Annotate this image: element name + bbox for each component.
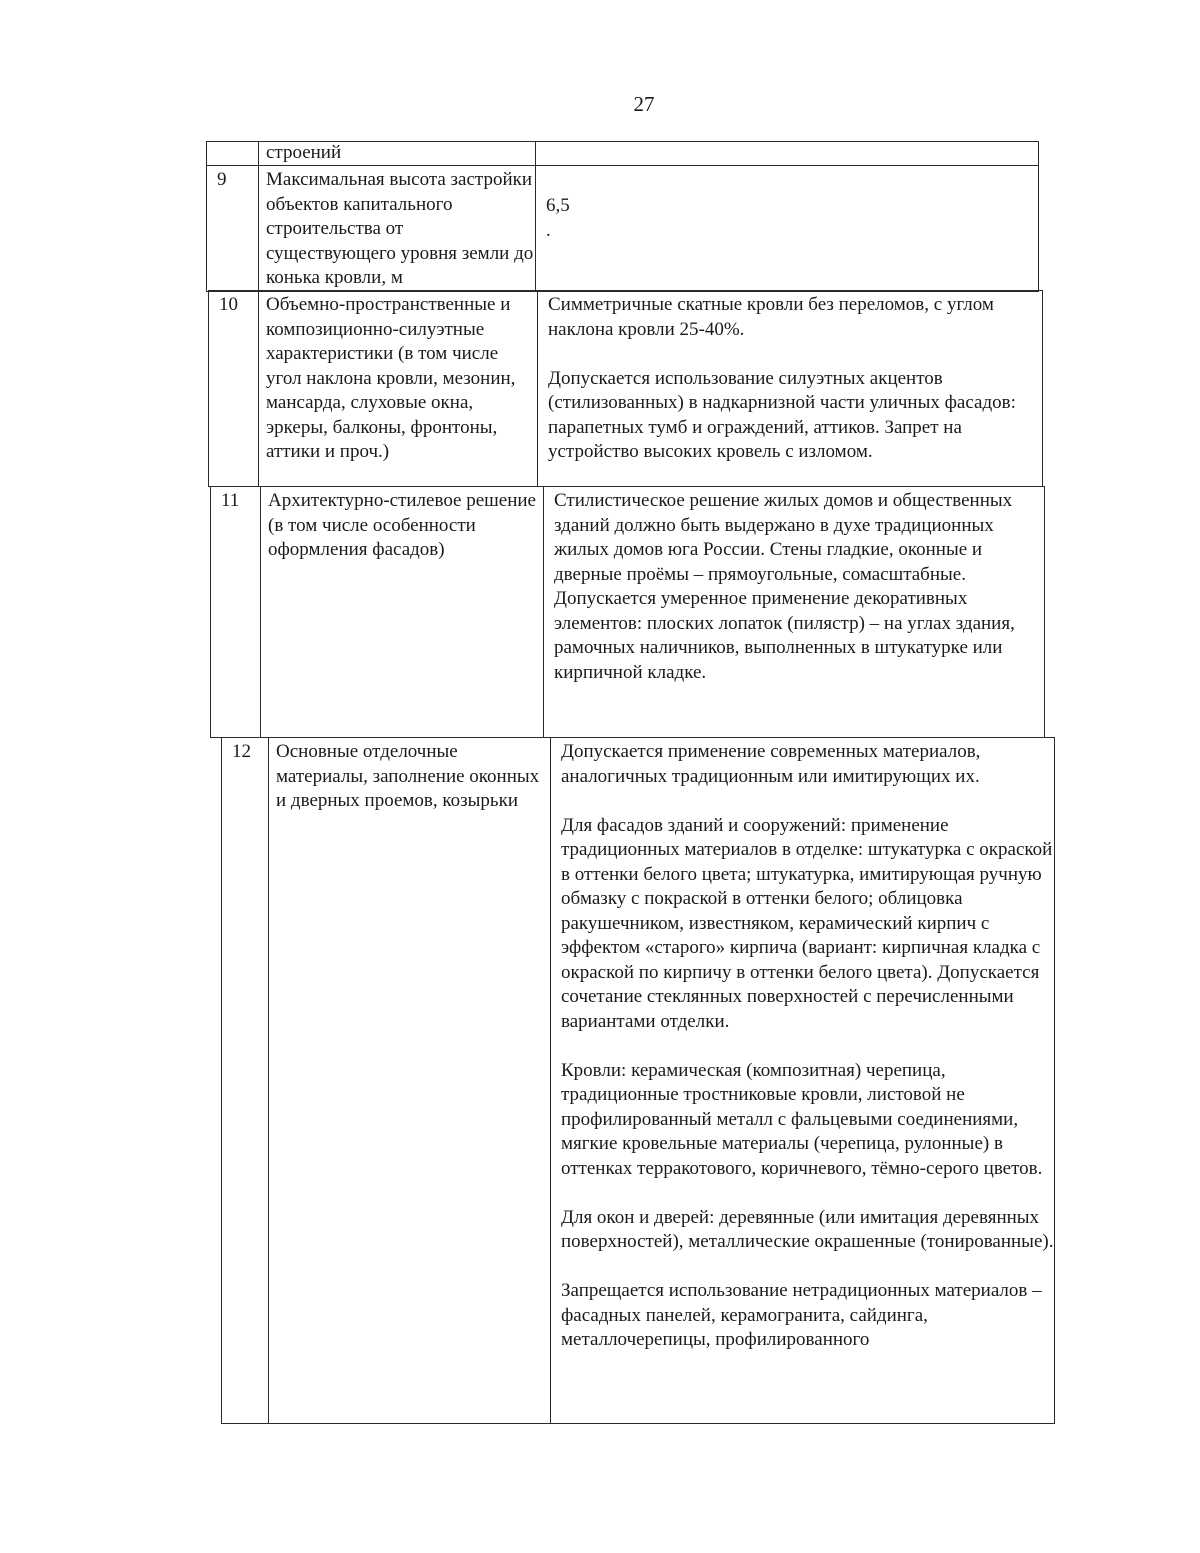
- requirements-table-part-3: [210, 486, 1045, 738]
- requirements-table-part-2: [208, 290, 1043, 487]
- value-paragraph: Симметричные скатные кровли без переломов, с углом наклона кровли 25-40%.: [548, 294, 994, 340]
- requirements-table-part-4: [221, 737, 1055, 1424]
- table-row: [209, 291, 1043, 487]
- row-number: 11: [211, 487, 261, 738]
- row-parameter: Основные отделочные материалы, заполнение оконных и дверных проемов, козырьки: [269, 738, 551, 1424]
- requirements-table-part-1: [206, 141, 1039, 292]
- row-number: [207, 142, 259, 166]
- row-number: 10: [209, 291, 259, 487]
- table-row: [207, 166, 1039, 292]
- table-row: [222, 738, 1055, 1424]
- row-parameter: строений: [259, 142, 536, 166]
- table-row: [211, 487, 1045, 738]
- page-number: 27: [633, 92, 655, 116]
- value-line: 6,5: [546, 195, 570, 216]
- row-parameter: Объемно-пространственные и композиционно-силуэтные характеристики (в том числе угол наклона кровли, мезонин, мансарда, слуховые окна, эркеры, балконы, фронтоны, аттики и проч.): [259, 291, 538, 487]
- row-number: 12: [222, 738, 269, 1424]
- value-line: .: [546, 219, 551, 241]
- row-value: [544, 487, 1045, 738]
- table-row: [207, 142, 1039, 166]
- value-paragraph: Кровли: керамическая (композитная) черепица, традиционные тростниковые кровли, листовой не профилированный металл с фальцевыми соединениями, мягкие кровельные материалы (черепица, рулонные) в оттенках терракотового, коричневого, тёмно-серого цветов.: [561, 1059, 1043, 1179]
- row-value: [551, 738, 1055, 1424]
- row-value: [538, 291, 1043, 487]
- row-value: [536, 142, 1039, 166]
- value-paragraph: Для фасадов зданий и сооружений: применение традиционных материалов в отделке: штукатурка с окраской в оттенки белого цвета; штукатурка, имитирующая ручную обмазку с покраской в оттенки белого; облицовка ракушечником, известняком, керамический кирпич с эффектом «старого» кирпича (вариант: кирпичная кладка с окраской по кирпичу в оттенки белого цвета). Допускается сочетание стеклянных поверхностей с перечисленными вариантами отделки.: [561, 814, 1053, 1032]
- row-value: [536, 166, 1039, 292]
- row-parameter: Архитектурно-стилевое решение (в том числе особенности оформления фасадов): [261, 487, 544, 738]
- value-paragraph: Стилистическое решение жилых домов и общественных зданий должно быть выдержано в духе традиционных жилых домов юга России. Стены гладкие, оконные и дверные проёмы – прямоугольные, сомасштабные. Допускается умеренное применение декоративных элементов: плоских лопаток (пилястр) – на углах здания, рамочных наличников, выполненных в штукатурке или кирпичной кладке.: [554, 490, 1015, 683]
- value-paragraph: Допускается использование силуэтных акцентов (стилизованных) в надкарнизной части уличных фасадов: парапетных тумб и ограждений, аттиков. Запрет на устройство высоких кровель с изломом.: [548, 367, 1016, 462]
- value-paragraph: Для окон и дверей: деревянные (или имитация деревянных поверхностей), металлические окрашенные (тонированные).: [561, 1206, 1054, 1252]
- value-paragraph: Запрещается использование нетрадиционных материалов – фасадных панелей, керамогранита, сайдинга, металлочерепицы, профилированного: [561, 1280, 1042, 1350]
- row-number: 9: [207, 166, 259, 292]
- value-paragraph: Допускается применение современных материалов, аналогичных традиционным или имитирующих их.: [561, 741, 981, 787]
- row-parameter: Максимальная высота застройки объектов капитального строительства от существующего уровня земли до конька кровли, м: [259, 166, 536, 292]
